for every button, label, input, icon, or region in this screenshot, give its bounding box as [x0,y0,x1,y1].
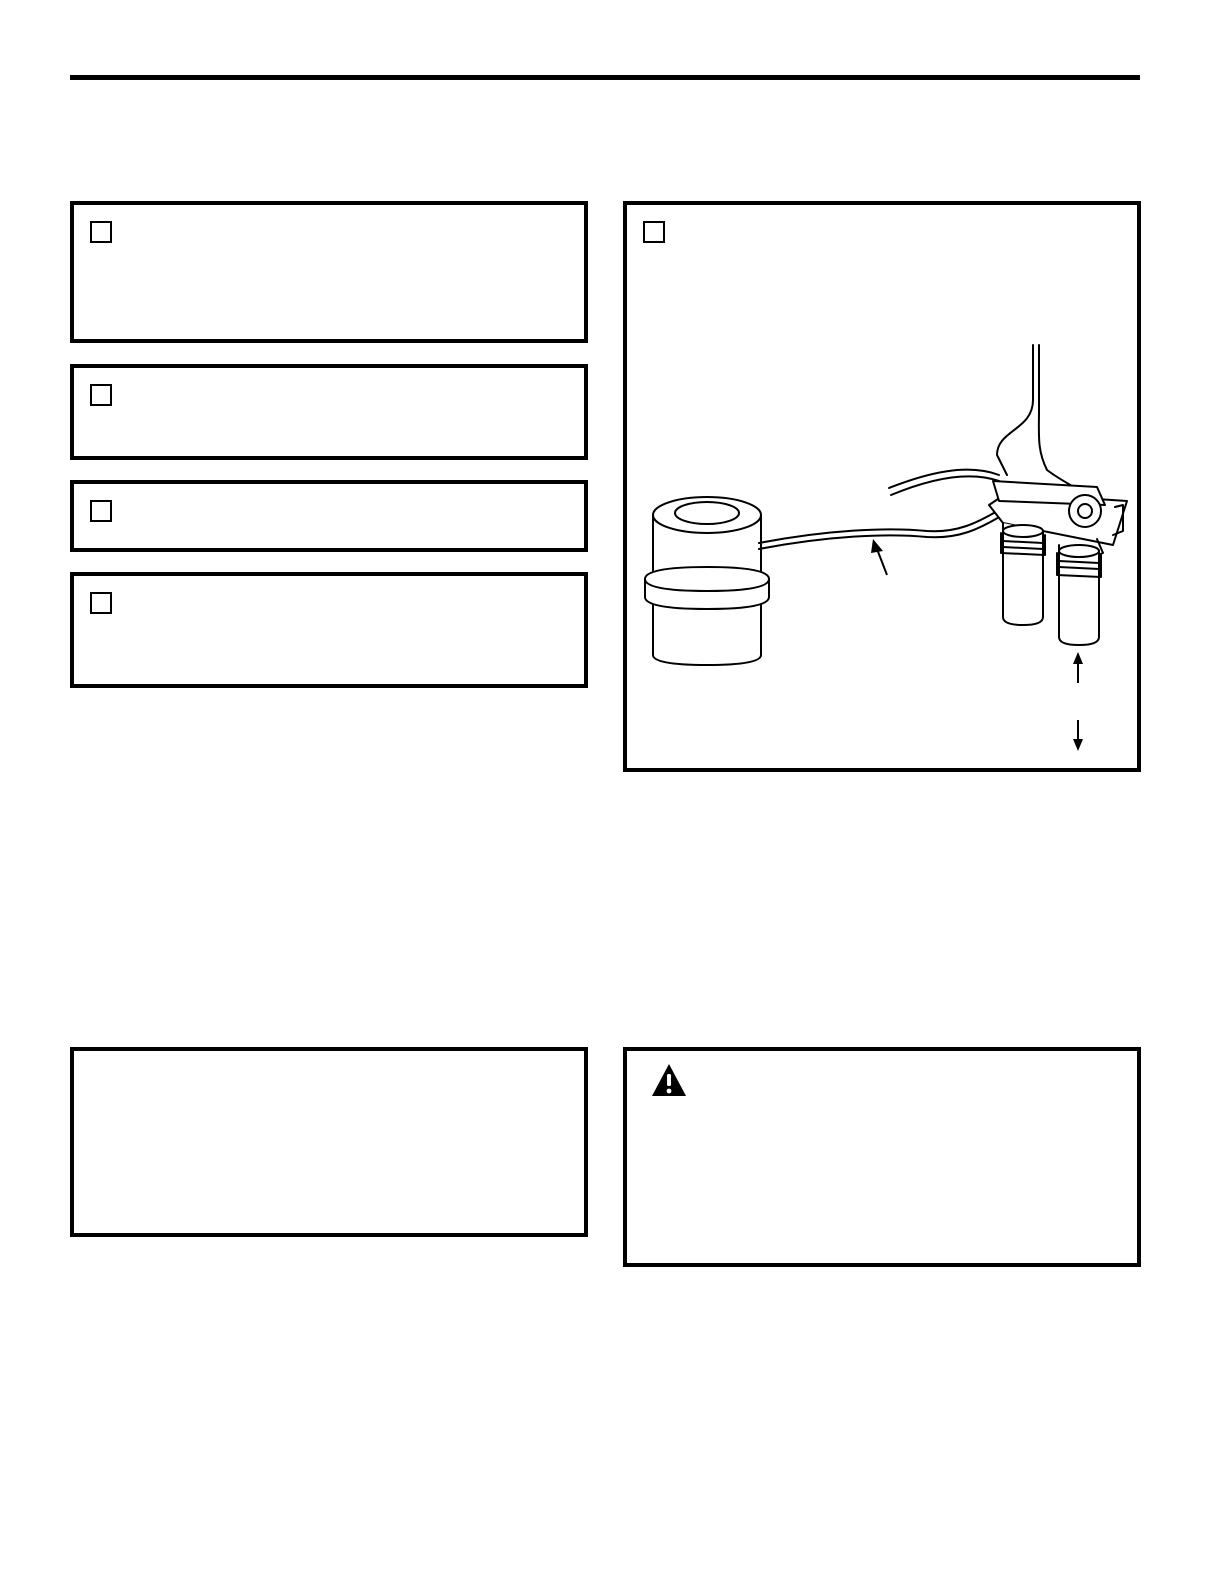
step-box-2 [70,364,588,460]
arrow-up-icon [1073,652,1083,683]
step-box-4 [70,572,588,688]
arrow-to-tubing-icon [871,539,887,575]
arrow-down-icon [1073,720,1083,751]
filter-housing-1-drawing [1001,523,1045,625]
warning-box [623,1047,1141,1267]
step-box-1 [70,201,588,343]
step-checkbox-1[interactable] [90,221,112,243]
step-box-3 [70,480,588,552]
warning-triangle-icon [651,1063,687,1097]
filter-system-illustration [627,205,1137,768]
note-box [70,1047,588,1237]
filter-housing-2-drawing [1057,545,1101,645]
header-rule [70,75,1140,80]
storage-tank-drawing [645,497,769,665]
step-checkbox-3[interactable] [90,500,112,522]
step-checkbox-2[interactable] [90,384,112,406]
illustration-box [623,201,1141,772]
step-checkbox-4[interactable] [90,592,112,614]
